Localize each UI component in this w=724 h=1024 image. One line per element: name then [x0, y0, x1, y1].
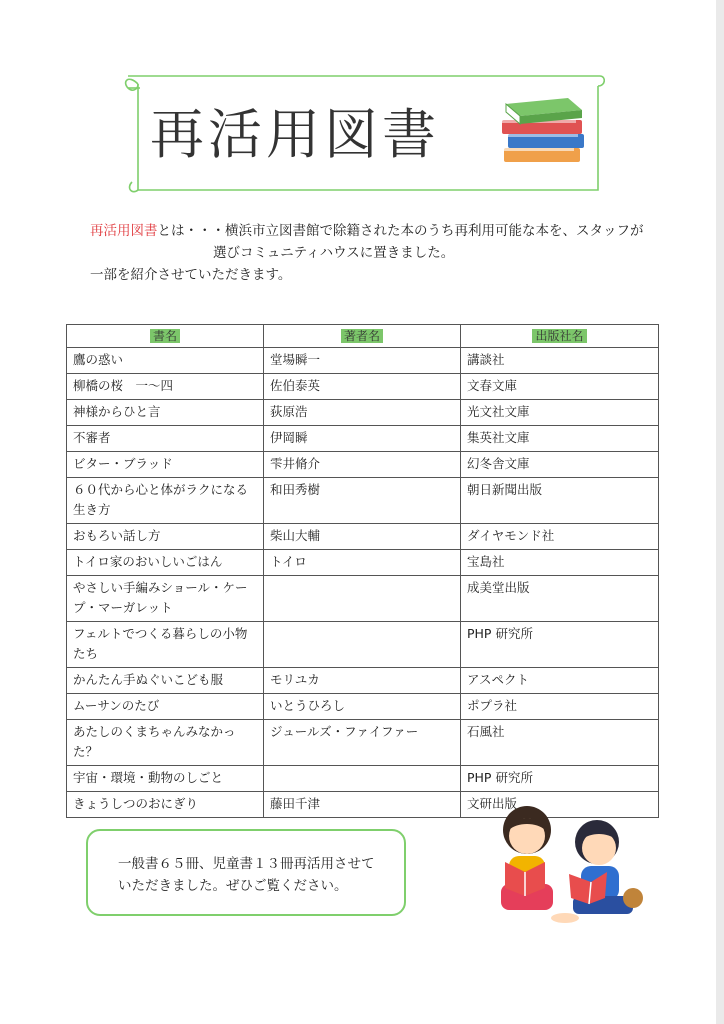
- cell-title: おもろい話し方: [67, 524, 264, 550]
- table-row: [67, 400, 659, 426]
- note-text: [118, 853, 398, 897]
- page-edge: [716, 0, 724, 1024]
- cell-title: ムーサンのたび: [67, 694, 264, 720]
- cell-title: フェルトでつくる暮らしの小物たち: [67, 622, 264, 668]
- cell-publisher: ポプラ社: [461, 694, 659, 720]
- cell-author: ジュールズ・ファイファー: [264, 720, 461, 766]
- table-row: [67, 374, 659, 400]
- header-title: 書名: [67, 325, 264, 348]
- cell-title: 鷹の惑い: [67, 348, 264, 374]
- intro-line1: とは・・・横浜市立図書館で除籍された本のうち再利用可能な本を、スタッフが: [157, 223, 644, 239]
- cell-publisher: 文春文庫: [461, 374, 659, 400]
- cell-author: [264, 576, 461, 622]
- table-row: [67, 720, 659, 766]
- cell-title: やさしい手編みショール・ケープ・マーガレット: [67, 576, 264, 622]
- cell-title: あたしのくまちゃんみなかった？: [67, 720, 264, 766]
- cell-title: ６０代から心と体がラクになる生き方: [67, 478, 264, 524]
- cell-publisher: 光文社文庫: [461, 400, 659, 426]
- intro-text: [90, 220, 670, 286]
- kids-reading-icon: [495, 800, 645, 930]
- cell-publisher: アスペクト: [461, 668, 659, 694]
- note-line2: いただきました。ぜひご覧ください。: [118, 878, 348, 894]
- cell-author: 荻原浩: [264, 400, 461, 426]
- cell-author: 藤田千津: [264, 792, 461, 818]
- books-table: [66, 324, 659, 818]
- table-row: [67, 348, 659, 374]
- cell-author: トイロ: [264, 550, 461, 576]
- cell-publisher: 文研出版: [461, 792, 659, 818]
- cell-author: 佐伯泰英: [264, 374, 461, 400]
- cell-publisher: 成美堂出版: [461, 576, 659, 622]
- cell-title: 不審者: [67, 426, 264, 452]
- cell-author: 伊岡瞬: [264, 426, 461, 452]
- table-row: [67, 668, 659, 694]
- cell-publisher: 朝日新聞出版: [461, 478, 659, 524]
- intro-line2: 選びコミュニティハウスに置きました。: [213, 245, 455, 261]
- table-header-row: [67, 325, 659, 348]
- table-row: [67, 452, 659, 478]
- cell-author: 和田秀樹: [264, 478, 461, 524]
- page-title: 再活用図書: [150, 103, 440, 166]
- header-author: 著者名: [264, 325, 461, 348]
- cell-publisher: ダイヤモンド社: [461, 524, 659, 550]
- table-row: [67, 426, 659, 452]
- cell-publisher: 宝島社: [461, 550, 659, 576]
- cell-publisher: 集英社文庫: [461, 426, 659, 452]
- cell-title: トイロ家のおいしいごはん: [67, 550, 264, 576]
- cell-author: モリユカ: [264, 668, 461, 694]
- cell-author: 柴山大輔: [264, 524, 461, 550]
- cell-publisher: 講談社: [461, 348, 659, 374]
- cell-title: 宇宙・環境・動物のしごと: [67, 766, 264, 792]
- table-row: [67, 694, 659, 720]
- table-row: [67, 766, 659, 792]
- cell-publisher: 石風社: [461, 720, 659, 766]
- cell-title: 柳橋の桜 一～四: [67, 374, 264, 400]
- cell-publisher: PHP 研究所: [461, 766, 659, 792]
- cell-publisher: 幻冬舎文庫: [461, 452, 659, 478]
- cell-author: [264, 622, 461, 668]
- note-line1: 一般書６５冊、児童書１３冊再活用させて: [118, 856, 375, 872]
- table-row: [67, 478, 659, 524]
- table-row: [67, 622, 659, 668]
- books-stack-icon: [498, 96, 590, 168]
- cell-title: きょうしつのおにぎり: [67, 792, 264, 818]
- cell-author: [264, 766, 461, 792]
- table-row: [67, 576, 659, 622]
- table-row: [67, 524, 659, 550]
- intro-highlight: 再活用図書: [90, 223, 158, 239]
- header-publisher: 出版社名: [461, 325, 659, 348]
- table-row: [67, 550, 659, 576]
- cell-author: いとうひろし: [264, 694, 461, 720]
- cell-publisher: PHP 研究所: [461, 622, 659, 668]
- cell-author: 堂場瞬一: [264, 348, 461, 374]
- cell-title: かんたん手ぬぐいこども服: [67, 668, 264, 694]
- intro-line3: 一部を紹介させていただきます。: [90, 267, 292, 283]
- cell-title: ビター・ブラッド: [67, 452, 264, 478]
- cell-title: 神様からひと言: [67, 400, 264, 426]
- cell-author: 雫井脩介: [264, 452, 461, 478]
